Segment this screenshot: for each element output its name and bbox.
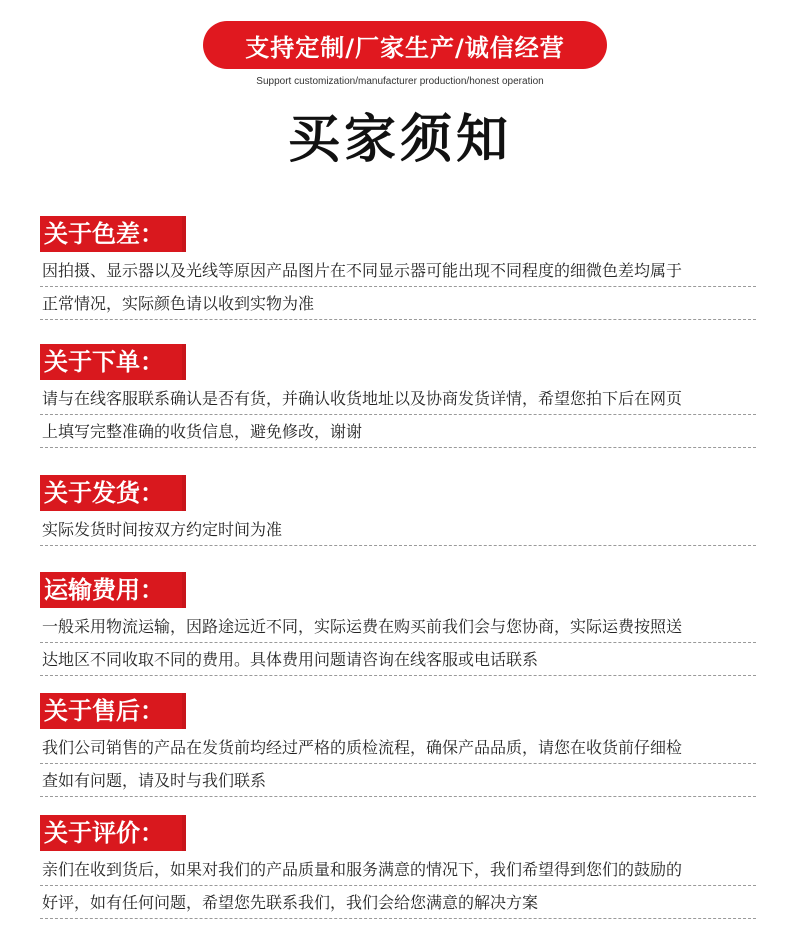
section-text-line: 上填写完整准确的收货信息，避免修改，谢谢 [40,415,756,448]
header-banner: 支持定制/厂家生产/诚信经营 [203,21,607,69]
section-label: 运输费用： [40,572,186,608]
section-label: 关于评价： [40,815,186,851]
section-text-line: 好评，如有任何问题，希望您先联系我们，我们会给您满意的解决方案 [40,886,756,919]
section-text-line: 亲们在收到货后，如果对我们的产品质量和服务满意的情况下，我们希望得到您们的鼓励的 [40,853,756,886]
section-label: 关于发货： [40,475,186,511]
section-freight [40,572,756,676]
section-text-line: 实际发货时间按双方约定时间为准 [40,513,756,546]
section-color-difference [40,216,756,320]
section-label: 关于售后： [40,693,186,729]
section-after-sales [40,693,756,797]
section-text-line: 请与在线客服联系确认是否有货，并确认收货地址以及协商发货详情，希望您拍下后在网页 [40,382,756,415]
page-title: 买家须知 [287,110,512,170]
section-reviews [40,815,756,919]
section-text-line: 查如有问题，请及时与我们联系 [40,764,756,797]
section-ordering [40,344,756,448]
section-shipping [40,475,756,546]
section-label: 关于色差： [40,216,186,252]
section-text-line: 一般采用物流运输，因路途远近不同，实际运费在购买前我们会与您协商，实际运费按照送 [40,610,756,643]
section-text-line: 因拍摄、显示器以及光线等原因产品图片在不同显示器可能出现不同程度的细微色差均属于 [40,254,756,287]
section-text-line: 达地区不同收取不同的费用。具体费用问题请咨询在线客服或电话联系 [40,643,756,676]
header-subtitle: Support customization/manufacturer production/honest operation [256,76,544,87]
section-text-line: 我们公司销售的产品在发货前均经过严格的质检流程，确保产品品质，请您在收货前仔细检 [40,731,756,764]
section-text-line: 正常情况，实际颜色请以收到实物为准 [40,287,756,320]
section-label: 关于下单： [40,344,186,380]
